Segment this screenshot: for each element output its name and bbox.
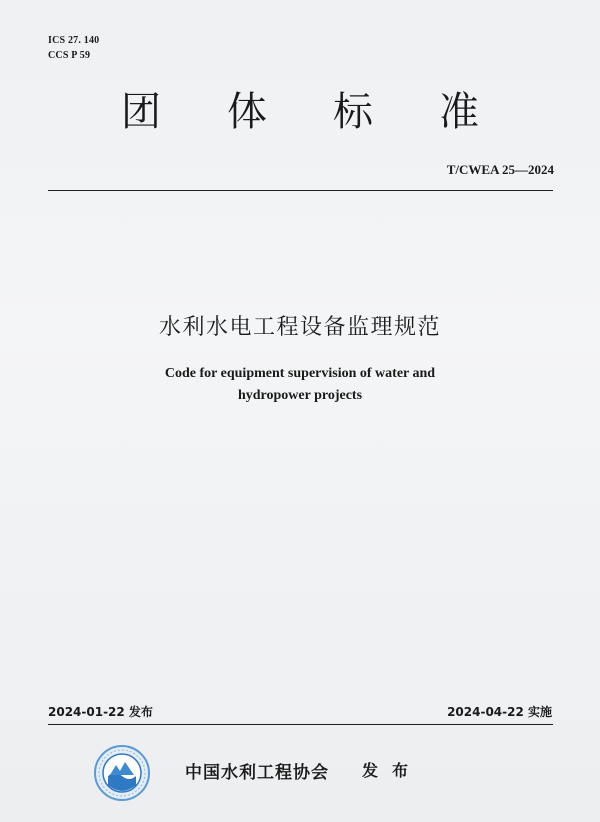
standard-type-heading: 团体标准 (121, 89, 545, 135)
ccs-code: CCS P 59 (48, 50, 91, 61)
publisher-name: 中国水利工程协会 (185, 763, 329, 783)
bottom-divider (48, 724, 553, 725)
classification-codes (48, 33, 99, 63)
implementation-date: 2024-04-22 实施 (447, 705, 552, 719)
top-divider (48, 190, 553, 191)
publisher-verb: 发布 (362, 761, 423, 780)
association-logo-icon (94, 745, 150, 801)
issue-date: 2024-01-22 发布 (48, 705, 153, 719)
ics-code: ICS 27. 140 (48, 35, 100, 46)
title-english-line-2: hydropower projects (237, 388, 363, 403)
standard-number: T/CWEA 25—2024 (446, 162, 554, 177)
title-english (0, 363, 600, 407)
title-english-line-1: Code for equipment supervision of water and (164, 366, 436, 381)
title-chinese: 水利水电工程设备监理规范 (158, 315, 441, 340)
